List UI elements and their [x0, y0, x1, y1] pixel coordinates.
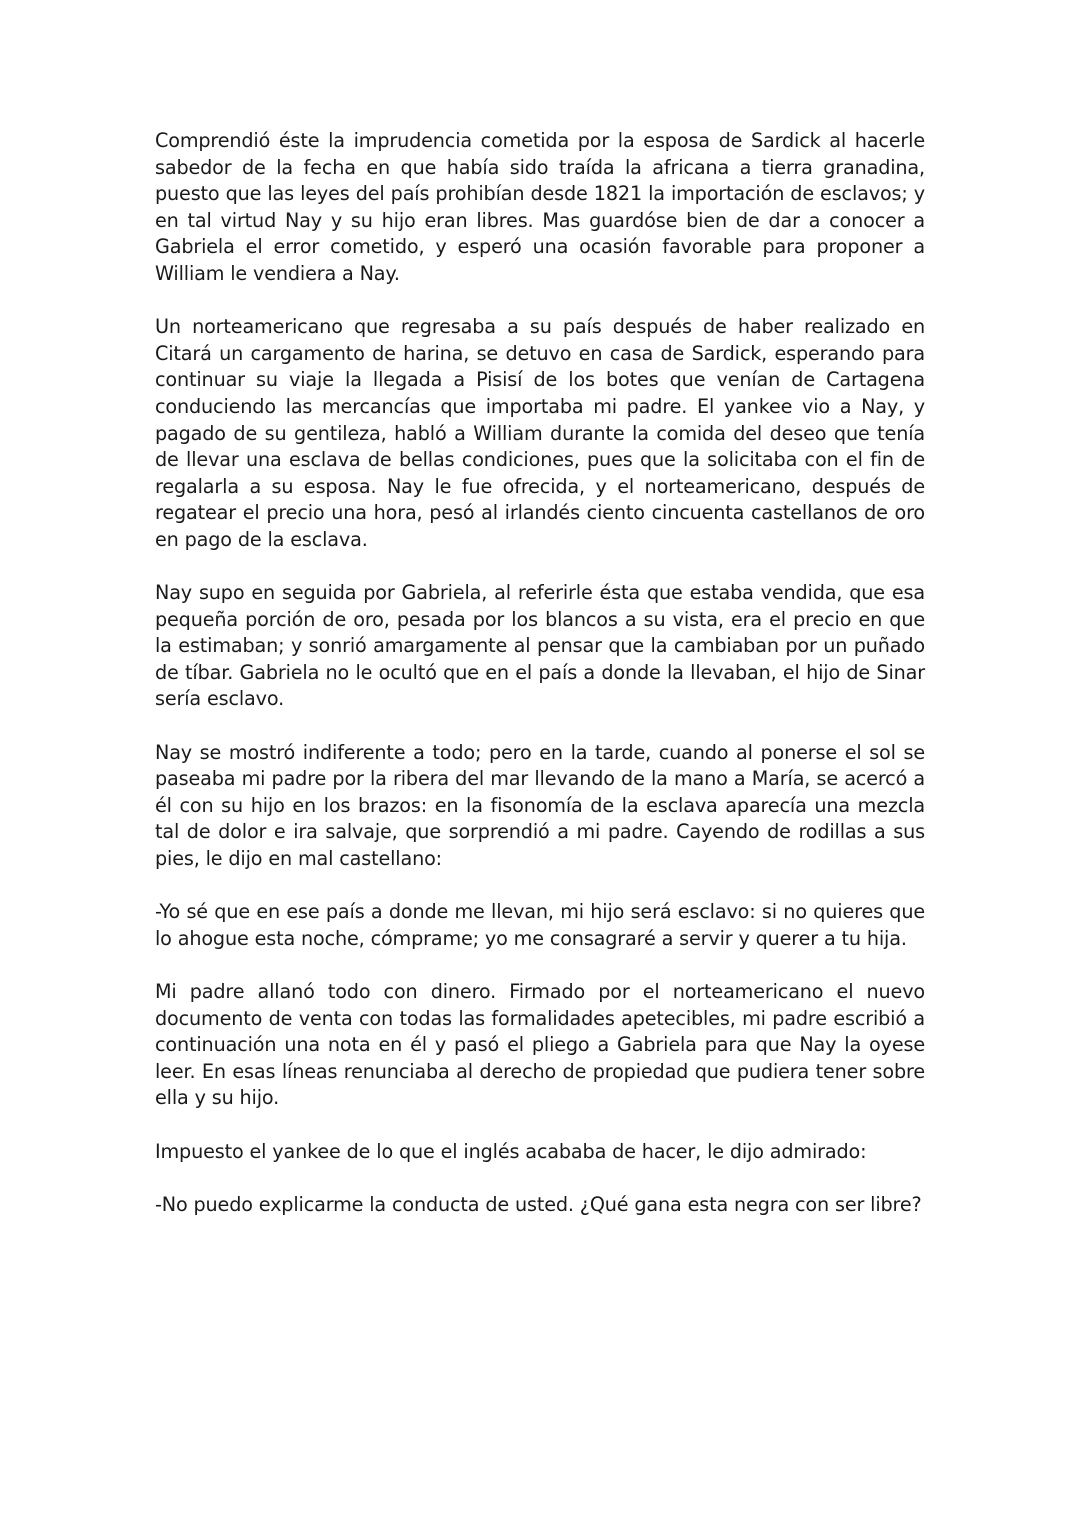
paragraph-4: Nay se mostró indiferente a todo; pero en la tarde, cuando al ponerse el sol se paseaba mi padre por la ribera del mar llevando de la mano a María, se acercó a él con su hijo en los brazos: en la fisonomía de la esclava aparecía una mezcla tal de dolor e ira salvaje, que sorprendió a mi padre. Cayendo de rodillas a sus pies, le dijo en mal castellano:	[155, 740, 925, 871]
document-page	[155, 128, 925, 1245]
paragraph-1: Comprendió éste la imprudencia cometida por la esposa de Sardick al hacerle sabedor de la fecha en que había sido traída la africana a tierra granadina, puesto que las leyes del país prohibían desde 1821 la importación de esclavos; y en tal virtud Nay y su hijo eran libres. Mas guardóse bien de dar a conocer a Gabriela el error cometido, y esperó una ocasión favorable para proponer a William le vendiera a Nay.	[155, 129, 925, 285]
paragraph-5-dialogue: -Yo sé que en ese país a donde me llevan, mi hijo será esclavo: si no quieres que lo ahogue esta noche, cómprame; yo me consagraré a servir y querer a tu hija.	[155, 900, 925, 950]
paragraph-8-dialogue: -No puedo explicarme la conducta de usted. ¿Qué gana esta negra con ser libre?	[155, 1192, 922, 1216]
paragraph-3: Nay supo en seguida por Gabriela, al referirle ésta que estaba vendida, que esa pequeña porción de oro, pesada por los blancos a su vista, era el precio en que la estimaban; y sonrió amargamente al pensar que la cambiaban por un puñado de tíbar. Gabriela no le ocultó que en el país a donde la llevaban, el hijo de Sinar sería esclavo.	[155, 581, 925, 711]
paragraph-6: Mi padre allanó todo con dinero. Firmado por el norteamericano el nuevo documento de venta con todas las formalidades apetecibles, mi padre escribió a continuación una nota en él y pasó el pliego a Gabriela para que Nay la oyese leer. En esas líneas renunciaba al derecho de propiedad que pudiera tener sobre ella y su hijo.	[155, 980, 925, 1110]
paragraph-7: Impuesto el yankee de lo que el inglés acababa de hacer, le dijo admirado:	[155, 1139, 867, 1163]
paragraph-2: Un norteamericano que regresaba a su país después de haber realizado en Citará un cargamento de harina, se detuvo en casa de Sardick, esperando para continuar su viaje la llegada a Pisisí de los botes que venían de Cartagena conduciendo las mercancías que importaba mi padre. El yankee vio a Nay, y pagado de su gentileza, habló a William durante la comida del deseo que tenía de llevar una esclava de bellas condiciones, pues que la solicitaba con el fin de regalarla a su esposa. Nay le fue ofrecida, y el norteamericano, después de regatear el precio una hora, pesó al irlandés ciento cincuenta castellanos de oro en pago de la esclava.	[155, 315, 925, 551]
